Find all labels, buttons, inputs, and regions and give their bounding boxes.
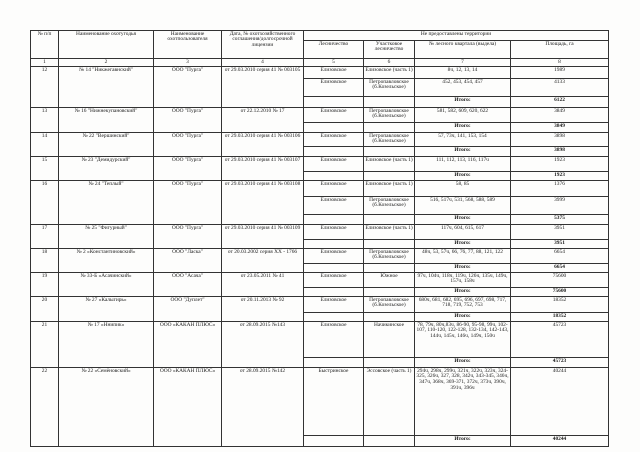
hunting-user-name: ООО "Дуплет" [154, 297, 222, 322]
empty-cell [364, 358, 415, 368]
forestry: Елизовское [304, 157, 364, 172]
hunting-ground-name: № 16 "Нижнекупановский" [59, 108, 154, 133]
area-ha: 40244 [511, 368, 609, 436]
unallocated-territories-header: Не предоставлены территории [304, 31, 609, 41]
empty-cell [364, 288, 415, 297]
column-number: 3 [154, 59, 222, 67]
forestry: Быстринское [304, 368, 364, 436]
empty-cell [304, 264, 364, 273]
header-hunting-ground: Наименование охотугодья [59, 31, 154, 59]
hunting-user-name: ООО "Пурга" [154, 108, 222, 133]
total-label: Итого: [415, 436, 511, 447]
area-ha: 6654 [511, 249, 609, 264]
district-forestry: Петропавловское (б.Козельское) [364, 197, 415, 215]
forest-quarters: 581, 582, 609, 620, 622 [415, 108, 511, 123]
hunting-ground-name: № 33-Б «Асачинский» [59, 273, 154, 297]
forestry: Елизовское [304, 249, 364, 264]
district-forestry: Елизовское (часть 1) [364, 157, 415, 172]
empty-cell [304, 436, 364, 447]
district-forestry: Петропавловское (б.Козельское) [364, 133, 415, 147]
empty-cell [304, 313, 364, 322]
table-row [31, 133, 609, 147]
header-forest-quarter: № лесного квартала (выдела) [415, 41, 511, 59]
area-ha: 75600 [511, 273, 609, 288]
header-agreement: Дата, № охотхозяйственного соглашения/долгосрочной лицензии [222, 31, 304, 59]
header-area: Площадь, га [511, 41, 609, 59]
total-label: Итого: [415, 172, 511, 181]
empty-cell [364, 97, 415, 108]
row-number: 22 [31, 368, 59, 447]
area-ha: 3849 [511, 108, 609, 123]
forestry: Елизовское [304, 67, 364, 79]
hunting-user-name: ООО "Асача" [154, 273, 222, 297]
forest-quarters: 294ч, 298ч, 299ч, 321ч, 322ч, 323ч, 324-325, 326ч, 327, 328, 342ч, 343-345, 346ч, 347ч, 368ч, 369-371, 372ч, 373ч, 390ч, 391ч, 396ч [415, 368, 511, 436]
header-row-number: № п/п [31, 31, 59, 59]
forest-quarters: 111, 112, 113, 116, 117ч [415, 157, 511, 172]
hunting-ground-name: № 14 "Никжегавнский" [59, 67, 154, 108]
agreement-date-number: от 22.12.2010 № 17 [222, 108, 304, 133]
column-number: 4 [222, 59, 304, 67]
hunting-user-name: ООО "Ласка" [154, 249, 222, 273]
hunting-ground-name: № 22 "Вершинский" [59, 133, 154, 157]
row-number: 15 [31, 157, 59, 181]
area-ha: 4133 [511, 79, 609, 97]
row-number: 13 [31, 108, 59, 133]
row-number: 17 [31, 225, 59, 249]
hunting-user-name: ООО "Пурга" [154, 133, 222, 157]
total-area: 3898 [511, 147, 609, 157]
forest-quarters: 516, 517ч, 531, 568, 588, 589 [415, 197, 511, 215]
district-forestry: Петропавловское (б.Козельское) [364, 79, 415, 97]
forestry: Елизовское [304, 181, 364, 197]
hunting-grounds-table [30, 30, 609, 447]
empty-cell [304, 215, 364, 225]
table-row [31, 157, 609, 172]
forest-quarters: 117ч, 604, 615, 617 [415, 225, 511, 240]
forest-quarters: 57, 73ч, 141, 153, 154 [415, 133, 511, 147]
empty-cell [304, 97, 364, 108]
row-number: 14 [31, 133, 59, 157]
column-number: 5 [304, 59, 364, 67]
agreement-date-number: от 28.09.2015 №142 [222, 368, 304, 447]
column-number: 2 [59, 59, 154, 67]
total-area: 3849 [511, 123, 609, 133]
agreement-date-number: от 28.09.2015 №143 [222, 322, 304, 368]
forestry: Елизовское [304, 322, 364, 358]
row-number: 18 [31, 249, 59, 273]
empty-cell [304, 147, 364, 157]
forestry: Елизовское [304, 297, 364, 313]
total-label: Итого: [415, 147, 511, 157]
empty-cell [364, 436, 415, 447]
hunting-ground-name: № 25 "Фигурный" [59, 225, 154, 249]
table-row [31, 249, 609, 264]
table-row [31, 273, 609, 288]
empty-cell [304, 123, 364, 133]
forestry: Елизовское [304, 79, 364, 97]
total-area: 5375 [511, 215, 609, 225]
table-row [31, 225, 609, 240]
hunting-user-name: ООО "Пурга" [154, 67, 222, 108]
empty-cell [364, 215, 415, 225]
empty-cell [364, 264, 415, 273]
agreement-date-number: от 29.03.2010 серия 41 № 003105 [222, 67, 304, 108]
total-label: Итого: [415, 264, 511, 273]
table-row [31, 322, 609, 358]
agreement-date-number: от 20.03.2002 серия ХХ - 1766 [222, 249, 304, 273]
total-label: Итого: [415, 123, 511, 133]
district-forestry: Елизовское (часть 1) [364, 67, 415, 79]
area-ha: 45723 [511, 322, 609, 358]
district-forestry: Южное [364, 273, 415, 288]
forest-quarters: 48ч, 53, 57ч, 66, 76, 77, 88, 121, 122 [415, 249, 511, 264]
forest-quarters: 78, 79ч, 80ч,83ч, 86-90, 95-98, 99ч, 102-107, 110-120, 122-128, 132-134, 142-143, 144ч, 145ч, 146ч, 149ч, 150ч [415, 322, 511, 358]
agreement-date-number: от 29.03.2010 серия 41 № 003108 [222, 181, 304, 225]
empty-cell [304, 172, 364, 181]
total-area: 6122 [511, 97, 609, 108]
row-number: 12 [31, 67, 59, 108]
agreement-date-number: от 29.03.2010 серия 41 № 003106 [222, 133, 304, 157]
hunting-ground-name: № 22 «Семёновский» [59, 368, 154, 447]
total-area: 75600 [511, 288, 609, 297]
hunting-user-name: ООО «КАКАН ПЛЮС» [154, 322, 222, 368]
table-row [31, 368, 609, 436]
area-ha: 3999 [511, 197, 609, 215]
row-number: 20 [31, 297, 59, 322]
table-row [31, 181, 609, 197]
header-district-forestry: Участковое лесничество [364, 41, 415, 59]
hunting-user-name: ООО «КАКАН ПЛЮС» [154, 368, 222, 447]
area-ha: 1923 [511, 157, 609, 172]
hunting-ground-name: № 27 «Калыгирь» [59, 297, 154, 322]
total-area: 3951 [511, 240, 609, 249]
forest-quarters: 58, 85 [415, 181, 511, 197]
empty-cell [364, 172, 415, 181]
agreement-date-number: от 20.11.2013 № 92 [222, 297, 304, 322]
hunting-user-name: ООО "Пурга" [154, 225, 222, 249]
column-number-row [31, 59, 609, 67]
total-area: 6654 [511, 264, 609, 273]
district-forestry: Елизовское (часть 1) [364, 181, 415, 197]
column-number: 6 [364, 59, 415, 67]
row-number: 16 [31, 181, 59, 225]
empty-cell [304, 240, 364, 249]
total-label: Итого: [415, 358, 511, 368]
forestry: Елизовское [304, 133, 364, 147]
total-label: Итого: [415, 313, 511, 322]
area-ha: 1376 [511, 181, 609, 197]
district-forestry: Петропавловское (б.Козельское) [364, 297, 415, 313]
row-number: 19 [31, 273, 59, 297]
empty-cell [364, 123, 415, 133]
header-forestry: Лесничество [304, 41, 364, 59]
forestry: Елизовское [304, 225, 364, 240]
forestry: Елизовское [304, 197, 364, 215]
hunting-ground-name: № 17 «Ннипик» [59, 322, 154, 368]
header-row [31, 31, 609, 41]
forest-quarters: 680ч, 681, 682, 695, 696, 697, 698, 717, 718, 719, 752, 753 [415, 297, 511, 313]
column-number: 1 [31, 59, 59, 67]
hunting-user-name: ООО "Пурга" [154, 157, 222, 181]
total-label: Итого: [415, 97, 511, 108]
empty-cell [304, 358, 364, 368]
area-ha: 18352 [511, 297, 609, 313]
empty-cell [304, 288, 364, 297]
total-area: 40244 [511, 436, 609, 447]
district-forestry: Петропавловское (б.Козельское) [364, 249, 415, 264]
forestry: Елизовское [304, 108, 364, 123]
table-row [31, 297, 609, 313]
forest-quarters: 452, 453, 454, 457 [415, 79, 511, 97]
hunting-ground-name: № 2 «Константиновский» [59, 249, 154, 273]
district-forestry: Эссовское (часть 1) [364, 368, 415, 436]
total-label: Итого: [415, 215, 511, 225]
district-forestry: Начикинское [364, 322, 415, 358]
district-forestry: Елизовское (часть 1) [364, 225, 415, 240]
area-ha: 3898 [511, 133, 609, 147]
agreement-date-number: от 29.03.2010 серия 41 № 003109 [222, 225, 304, 249]
district-forestry: Петропавловское (б.Козельское) [364, 108, 415, 123]
forestry: Елизовское [304, 273, 364, 288]
total-area: 18352 [511, 313, 609, 322]
empty-cell [364, 313, 415, 322]
area-ha: 1989 [511, 67, 609, 79]
total-label: Итого: [415, 240, 511, 249]
area-ha: 3951 [511, 225, 609, 240]
header-hunting-user: Наименование охотпользователя [154, 31, 222, 59]
agreement-date-number: от 29.03.2010 серия 41 № 003107 [222, 157, 304, 181]
hunting-user-name: ООО "Пурга" [154, 181, 222, 225]
total-area: 1923 [511, 172, 609, 181]
total-label: Итого: [415, 288, 511, 297]
table-row [31, 67, 609, 79]
empty-cell [364, 147, 415, 157]
agreement-date-number: от 23.05.2011 № 41 [222, 273, 304, 297]
column-number: 8 [511, 59, 609, 67]
table-row [31, 108, 609, 123]
column-number: 7 [415, 59, 511, 67]
empty-cell [364, 240, 415, 249]
total-area: 45723 [511, 358, 609, 368]
row-number: 21 [31, 322, 59, 368]
hunting-ground-name: № 24 "Теплый" [59, 181, 154, 225]
forest-quarters: 8ч, 12, 13, 14 [415, 67, 511, 79]
hunting-ground-name: № 23 "Демидурский" [59, 157, 154, 181]
forest-quarters: 97ч, 104ч, 118ч, 119ч, 126ч, 135ч, 149ч, 157ч, 158ч [415, 273, 511, 288]
